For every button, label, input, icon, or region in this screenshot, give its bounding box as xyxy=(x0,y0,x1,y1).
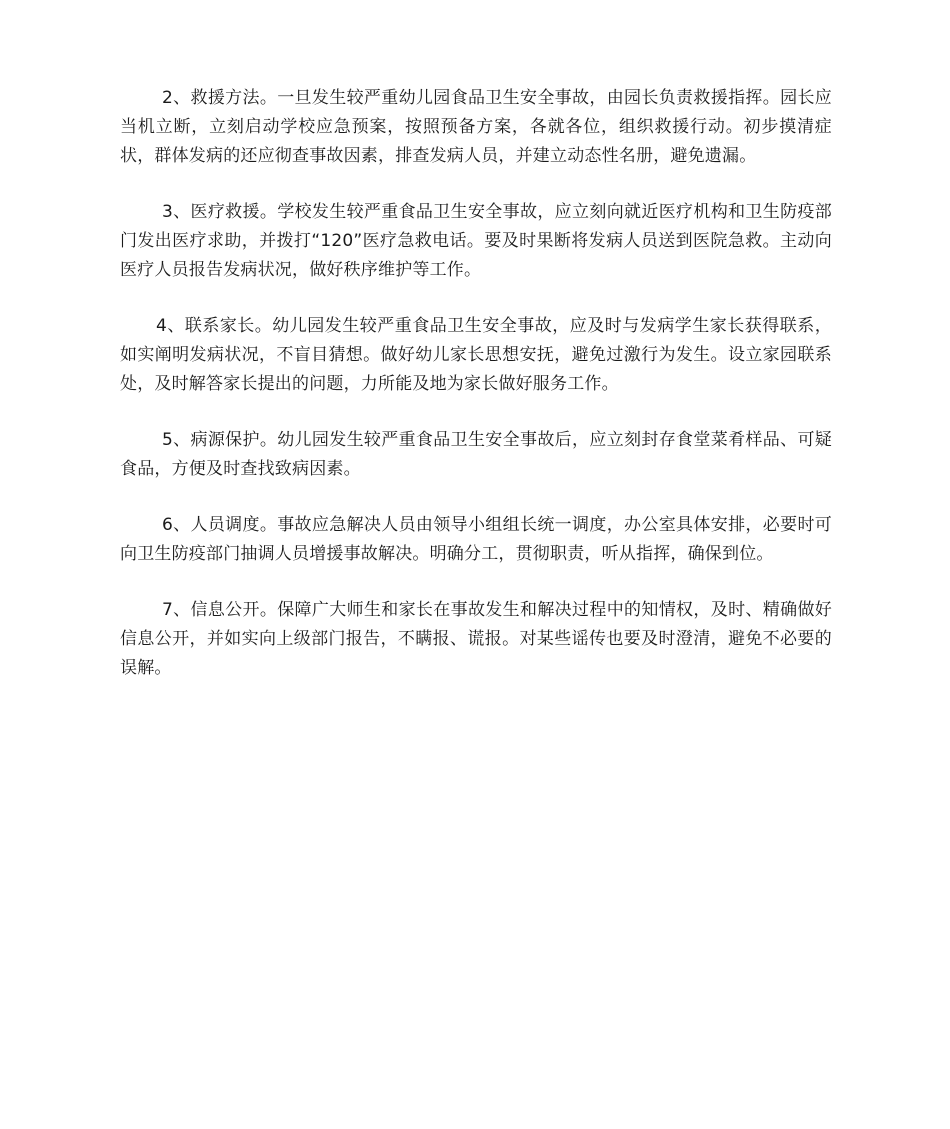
paragraph-rescue-method: 2、救援方法。一旦发生较严重幼儿园食品卫生安全事故，由园长负责救援指挥。园长应当机立断，立刻启动学校应急预案，按照预备方案，各就各位，组织救援行动。初步摸清症状，群体发病的还应彻查事故因素，排查发病人员，并建立动态性名册，避免遗漏。 xyxy=(120,88,832,166)
paragraph-source-protection: 5、病源保护。幼儿园发生较严重食品卫生安全事故后，应立刻封存食堂菜肴样品、可疑食品，方便及时查找致病因素。 xyxy=(120,430,832,479)
paragraph-contact-parents: 4、联系家长。幼儿园发生较严重食品卫生安全事故，应及时与发病学生家长获得联系，如实阐明发病状况，不盲目猜想。做好幼儿家长思想安抚，避免过激行为发生。设立家园联系处，及时解答家长提出的问题，力所能及地为家长做好服务工作。 xyxy=(120,316,832,394)
document-body xyxy=(120,84,832,710)
paragraph-personnel-dispatch: 6、人员调度。事故应急解决人员由领导小组组长统一调度，办公室具体安排，必要时可向卫生防疫部门抽调人员增援事故解决。明确分工，贯彻职责，听从指挥，确保到位。 xyxy=(120,515,832,564)
paragraph-information-disclosure: 7、信息公开。保障广大师生和家长在事故发生和解决过程中的知情权，及时、精确做好信息公开，并如实向上级部门报告，不瞒报、谎报。对某些谣传也要及时澄清，避免不必要的误解。 xyxy=(120,600,832,678)
paragraph-medical-rescue: 3、医疗救援。学校发生较严重食品卫生安全事故，应立刻向就近医疗机构和卫生防疫部门发出医疗求助，并拨打“120”医疗急救电话。要及时果断将发病人员送到医院急救。主动向医疗人员报告发病状况，做好秩序维护等工作。 xyxy=(120,202,832,280)
